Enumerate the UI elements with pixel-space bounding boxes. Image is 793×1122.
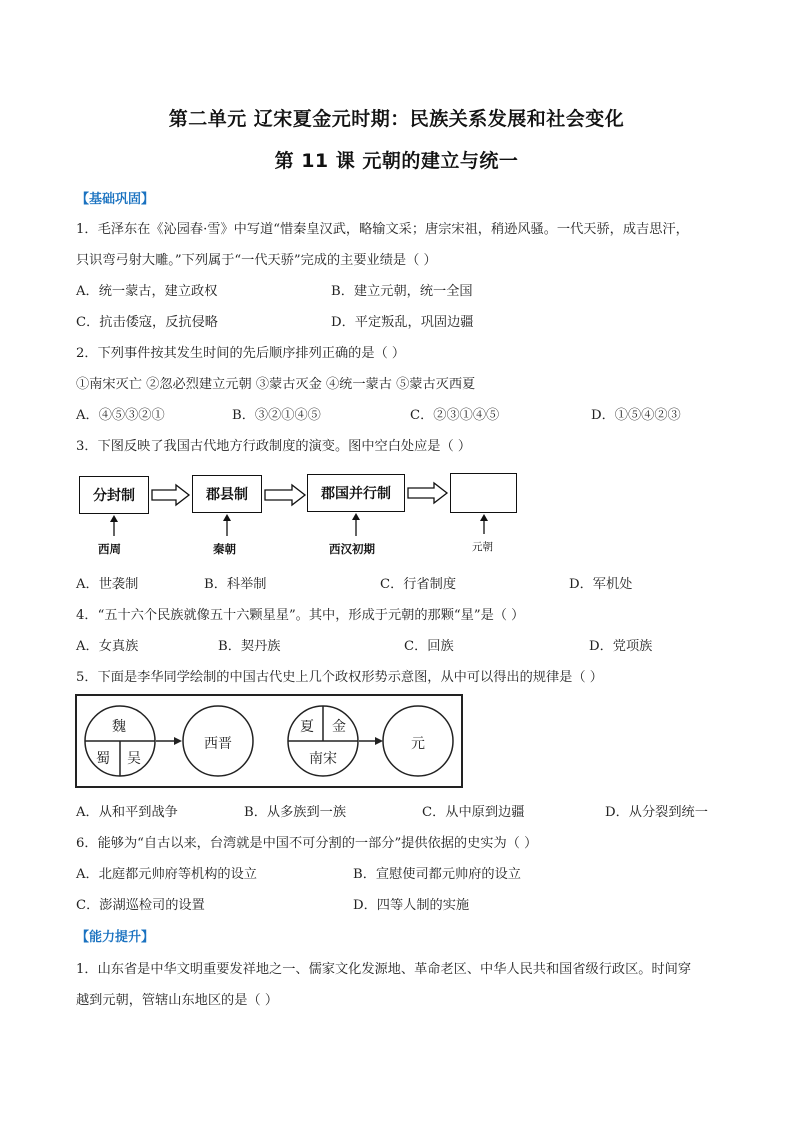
q5-option-b: B．从多族到一族 — [244, 805, 347, 820]
q4-option-a: A．女真族 — [76, 639, 139, 654]
section-advanced-heading: 【能力提升】 — [76, 930, 155, 945]
d1-label-yuan: 元朝 — [472, 541, 493, 553]
unit-title: 第二单元 辽宋夏金元时期：民族关系发展和社会变化 — [168, 108, 625, 130]
q5-option-a: A．从和平到战争 — [76, 805, 178, 820]
q2-stem: 2．下列事件按其发生时间的先后顺序排列正确的是（ ） — [76, 346, 406, 361]
label-xia: 夏 — [300, 719, 314, 735]
label-yuan: 元 — [411, 736, 425, 752]
p1-stem-line2: 越到元朝，管辖山东地区的是（ ） — [76, 993, 279, 1008]
q1-stem-line1: 1．毛泽东在《沁园春·雪》中写道“惜秦皇汉武，略输文采；唐宗宋祖，稍逊风骚。一代天骄，成吉思汗， — [76, 222, 689, 237]
label-jin: 金 — [332, 719, 346, 735]
label-shu: 蜀 — [96, 751, 110, 767]
q3-option-b: B．科举制 — [204, 577, 267, 592]
d1-box-fengjian: 分封制 — [79, 476, 149, 514]
q6-option-b: B．宣慰使司都元帅府的设立 — [353, 867, 521, 882]
d1-box-junguo: 郡国并行制 — [307, 474, 405, 512]
arrowhead — [174, 737, 182, 745]
q6-stem: 6．能够为“自古以来，台湾就是中国不可分割的一部分”提供依据的史实为（ ） — [76, 836, 538, 851]
lesson-title: 第 11 课 元朝的建立与统一 — [274, 150, 519, 172]
q3-option-a: A．世袭制 — [76, 577, 139, 592]
q2-option-c: C．②③①④⑤ — [410, 408, 500, 423]
q5-option-c: C．从中原到边疆 — [422, 805, 525, 820]
d1-label-xizhou: 西周 — [98, 542, 121, 556]
q1-option-b: B．建立元朝，统一全国 — [331, 284, 473, 299]
q5-stem: 5．下面是李华同学绘制的中国古代史上几个政权形势示意图，从中可以得出的规律是（ ） — [76, 670, 603, 685]
q5-option-d: D．从分裂到统一 — [605, 805, 708, 820]
p1-stem-line1: 1．山东省是中华文明重要发祥地之一、儒家文化发源地、革命老区、中华人民共和国省级行政区。时间穿 — [76, 962, 692, 977]
q4-option-c: C．回族 — [404, 639, 454, 654]
q1-stem-line2: 只识弯弓射大雕。”下列属于“一代天骄”完成的主要业绩是（ ） — [76, 253, 437, 268]
q1-option-c: C．抗击倭寇，反抗侵略 — [76, 315, 218, 330]
q3-option-c: C．行省制度 — [380, 577, 457, 592]
d1-box-junxian: 郡县制 — [192, 475, 262, 513]
q2-option-b: B．③②①④⑤ — [232, 408, 321, 423]
q1-option-d: D．平定叛乱，巩固边疆 — [331, 315, 474, 330]
section-basic-heading: 【基础巩固】 — [76, 192, 155, 207]
label-wu: 吴 — [127, 751, 141, 767]
q4-stem: 4．“五十六个民族就像五十六颗星星”。其中，形成于元朝的那颗“星”是（ ） — [76, 608, 525, 623]
q2-option-d: D．①⑤④②③ — [591, 408, 681, 423]
d1-label-xihan: 西汉初期 — [329, 542, 375, 556]
label-xijin: 西晋 — [204, 736, 232, 752]
q2-events: ①南宋灭亡 ②忽必烈建立元朝 ③蒙古灭金 ④统一蒙古 ⑤蒙古灭西夏 — [76, 377, 476, 392]
q1-option-a: A．统一蒙古，建立政权 — [76, 284, 218, 299]
q3-option-d: D．军机处 — [569, 577, 633, 592]
d1-label-qin: 秦朝 — [213, 542, 236, 556]
q3-stem: 3．下图反映了我国古代地方行政制度的演变。图中空白处应是（ ） — [76, 439, 472, 454]
label-nansong: 南宋 — [309, 751, 337, 767]
q4-option-d: D．党项族 — [589, 639, 653, 654]
label-wei: 魏 — [112, 719, 126, 735]
arrowhead — [375, 737, 383, 745]
q4-option-b: B．契丹族 — [218, 639, 281, 654]
q6-option-a: A．北庭都元帅府等机构的设立 — [76, 867, 257, 882]
q6-option-c: C．澎湖巡检司的设置 — [76, 898, 205, 913]
q2-option-a: A．④⑤③②① — [76, 408, 165, 423]
q6-option-d: D．四等人制的实施 — [353, 898, 470, 913]
